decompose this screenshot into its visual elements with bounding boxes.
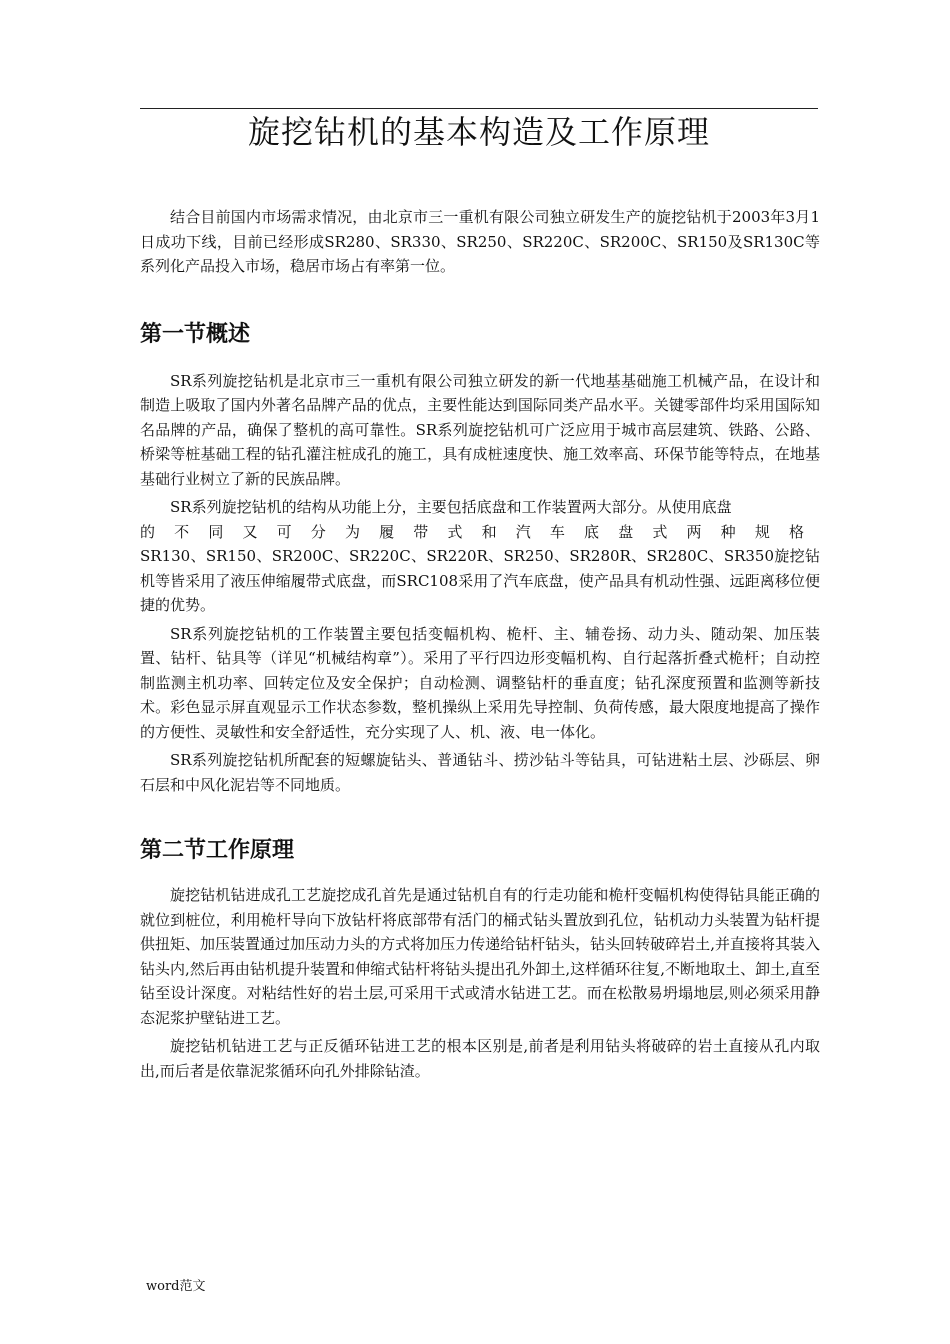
principle-paragraph-1: 旋挖钻机钻进成孔工艺旋挖成孔首先是通过钻机自有的行走功能和桅杆变幅机构使得钻具能正确的就位到桩位，利用桅杆导向下放钻杆将底部带有活门的桶式钻头置放到孔位，钻机动力头装置为钻杆提供扭矩、加压装置通过加压动力头的方式将加压力传递给钻杆钻头，钻头回转破碎岩土,并直接将其装入钻头内,然后再由钻机提升装置和伸缩式钻杆将钻头提出孔外卸土,这样循环往复,不断地取土、卸土,直至钻至设计深度。对粘结性好的岩土层,可采用干式或清水钻进工艺。而在松散易坍塌地层,则必须采用静态泥浆护壁钻进工艺。 (140, 886, 820, 1027)
header-rule (140, 108, 818, 109)
section-heading-overview: 第一节概述 (140, 321, 251, 347)
footer-label: word范文 (146, 1279, 206, 1294)
overview-paragraph-2-line-2: 的不同又可分为履带式和汽车底盘式两种规格 (140, 522, 804, 541)
section-heading-principle: 第二节工作原理 (140, 838, 295, 863)
overview-paragraph-2-line-3: SR130、SR150、SR200C、SR220C、SR220R、SR250、SR280R、SR280C、SR350旋挖钻机等皆采用了液压伸缩履带式底盘，而SRC108采用了汽车底盘，使产品具有机动性强、远距离移位便捷的优势。 (140, 547, 820, 614)
document-title: 旋挖钻机的基本构造及工作原理 (247, 113, 710, 151)
document-body (140, 205, 820, 1087)
principle-paragraph-2: 旋挖钻机钻进工艺与正反循环钻进工艺的根本区别是,前者是利用钻头将破碎的岩土直接从孔内取出,而后者是依靠泥浆循环向孔外排除钻渣。 (140, 1037, 820, 1080)
overview-paragraph-4: SR系列旋挖钻机所配套的短螺旋钻头、普通钻斗、捞沙钻斗等钻具，可钻进粘土层、沙砾层、卵石层和中风化泥岩等不同地质。 (140, 751, 820, 794)
overview-paragraph-2-line-1: SR系列旋挖钻机的结构从功能上分，主要包括底盘和工作装置两大部分。从使用底盘 (170, 498, 732, 516)
overview-paragraph-1: SR系列旋挖钻机是北京市三一重机有限公司独立研发的新一代地基基础施工机械产品，在设计和制造上吸取了国内外著名品牌产品的优点，主要性能达到国际同类产品水平。关键零部件均采用国际知名品牌的产品，确保了整机的高可靠性。SR系列旋挖钻机可广泛应用于城市高层建筑、铁路、公路、桥梁等桩基础工程的钻孔灌注桩成孔的施工，具有成桩速度快、施工效率高、环保节能等特点，在地基基础行业树立了新的民族品牌。 (140, 371, 820, 488)
overview-paragraph-3: SR系列旋挖钻机的工作装置主要包括变幅机构、桅杆、主、辅卷扬、动力头、随动架、加压装置、钻杆、钻具等（详见“机械结构章”）。采用了平行四边形变幅机构、自行起落折叠式桅杆；自动控制监测主机功率、回转定位及安全保护；自动检测、调整钻杆的垂直度；钻孔深度预置和监测等新技术。彩色显示屏直观显示工作状态参数，整机操纵上采用先导控制、负荷传感，最大限度地提高了操作的方便性、灵敏性和安全舒适性，充分实现了人、机、液、电一体化。 (140, 624, 820, 741)
intro-paragraph: 结合目前国内市场需求情况，由北京市三一重机有限公司独立研发生产的旋挖钻机于2003年3月1日成功下线，目前已经形成SR280、SR330、SR250、SR220C、SR200C、SR150及SR130C等系列化产品投入市场，稳居市场占有率第一位。 (140, 208, 820, 275)
